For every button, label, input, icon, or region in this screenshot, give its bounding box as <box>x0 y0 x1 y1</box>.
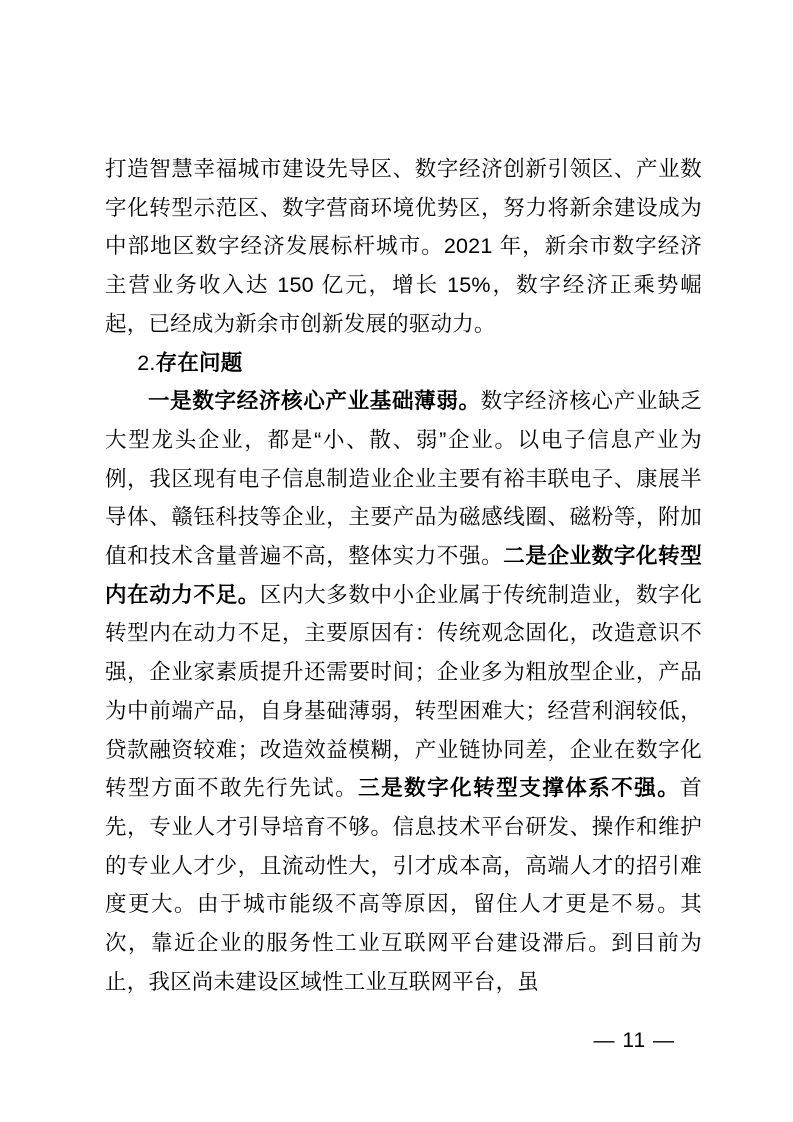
problem-two-body-text: 区内大多数中小企业属于传统制造业，数字化转型内在动力不足，主要原因有：传统观念固化，改造意识不强，企业家素质提升还需要时间；企业多为粗放型企业，产品为中前端产品，自身基础薄弱，转型困难大；经营利润较低，贷款融资较难；改造效益模糊，产业链协同差，企业在数字化转型方面不敢先行先试。 <box>105 582 702 801</box>
section-heading-title: 存在问题 <box>155 350 243 375</box>
problem-one-body-text: 数字经济核心产业缺乏大型龙头企业，都是“小、散、弱”企业。以电子信息产业为例，我区现有电子信息制造业企业主要有裕丰联电子、康展半导体、赣钰科技等企业，主要产品为磁感线圈、磁粉等，附加值和技术含量普遍不高，整体实力不强。 <box>105 389 702 569</box>
page-number: — 11 — <box>593 1029 675 1052</box>
problem-two-lead-bold: 二是企业数字化转型内在动力不足。 <box>105 544 702 607</box>
problem-three-lead-bold: 三是数字化转型支撑体系不强。 <box>358 776 681 801</box>
section-heading-number: 2. <box>137 350 156 375</box>
section-heading-problems <box>105 344 702 383</box>
paragraph-intro-text: 打造智慧幸福城市建设先导区、数字经济创新引领区、产业数字化转型示范区、数字营商环境优势区，努力将新余建设成为中部地区数字经济发展标杆城市。2021 年，新余市数字经济主营业务收入达 150 亿元，增长 15%，数字经济正乘势崛起，已经成为新余市创新发展的驱动力。 <box>105 157 702 336</box>
document-body <box>105 150 702 1001</box>
paragraph-intro-continuation <box>105 150 702 344</box>
problem-three-body-text: 首先，专业人才引导培育不够。信息技术平台研发、操作和维护的专业人才少，且流动性大，引才成本高，高端人才的招引难度更大。由于城市能级不高等原因，留住人才更是不易。其次，靠近企业的服务性工业互联网平台建设滞后。到目前为止，我区尚未建设区域性工业互联网平台，虽 <box>105 776 702 994</box>
paragraph-problems <box>105 382 702 1001</box>
problem-one-lead-bold: 一是数字经济核心产业基础薄弱。 <box>148 389 481 414</box>
